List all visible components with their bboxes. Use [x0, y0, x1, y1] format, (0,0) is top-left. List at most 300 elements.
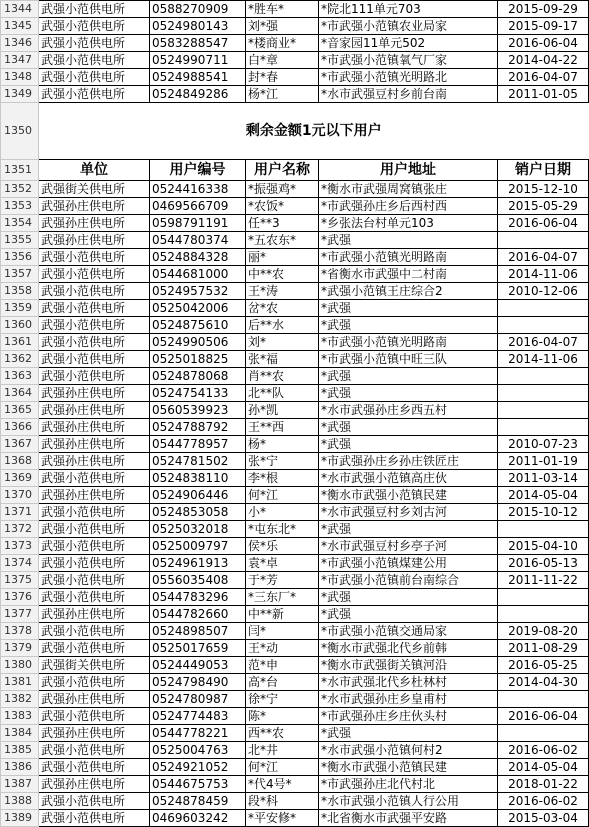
cell-user-name[interactable]: 张*福: [246, 351, 319, 368]
cell-user-id[interactable]: 0524780987: [150, 691, 246, 708]
cell-unit[interactable]: 武强小范供电所: [39, 1, 150, 18]
cell-close-date[interactable]: [498, 402, 589, 419]
cell-user-address[interactable]: *武强: [319, 606, 498, 623]
cell-user-address[interactable]: *衡水市武强街关镇河沿: [319, 657, 498, 674]
header-id[interactable]: 用户编号: [150, 160, 246, 181]
cell-unit[interactable]: 武强小范供电所: [39, 572, 150, 589]
cell-close-date[interactable]: 2014-04-30: [498, 674, 589, 691]
cell-unit[interactable]: 武强小范供电所: [39, 708, 150, 725]
cell-close-date[interactable]: [498, 317, 589, 334]
header-address[interactable]: 用户地址: [319, 160, 498, 181]
cell-user-id[interactable]: 0524980143: [150, 18, 246, 35]
cell-user-name[interactable]: 于*芳: [246, 572, 319, 589]
cell-unit[interactable]: 武强小范供电所: [39, 589, 150, 606]
cell-user-id[interactable]: 0556035408: [150, 572, 246, 589]
row-number[interactable]: 1346: [1, 35, 39, 52]
cell-user-name[interactable]: *三东厂*: [246, 589, 319, 606]
row-number[interactable]: 1379: [1, 640, 39, 657]
cell-user-name[interactable]: 高*台: [246, 674, 319, 691]
row-number[interactable]: 1387: [1, 776, 39, 793]
row-number[interactable]: 1382: [1, 691, 39, 708]
cell-close-date[interactable]: [498, 368, 589, 385]
cell-close-date[interactable]: [498, 691, 589, 708]
cell-user-id[interactable]: 0524849286: [150, 86, 246, 103]
cell-close-date[interactable]: 2016-06-04: [498, 215, 589, 232]
cell-unit[interactable]: 武强小范供电所: [39, 793, 150, 810]
cell-user-name[interactable]: 袁*卓: [246, 555, 319, 572]
row-number[interactable]: 1366: [1, 419, 39, 436]
cell-close-date[interactable]: 2014-11-06: [498, 266, 589, 283]
row-number[interactable]: 1367: [1, 436, 39, 453]
row-number[interactable]: 1378: [1, 623, 39, 640]
cell-user-name[interactable]: 段*科: [246, 793, 319, 810]
cell-unit[interactable]: 武强小范供电所: [39, 317, 150, 334]
cell-unit[interactable]: 武强小范供电所: [39, 640, 150, 657]
table-row: [1, 725, 589, 742]
cell-unit[interactable]: 武强街关供电所: [39, 181, 150, 198]
cell-unit[interactable]: 武强孙庄供电所: [39, 215, 150, 232]
row-number[interactable]: 1384: [1, 725, 39, 742]
header-date[interactable]: 销户日期: [498, 160, 589, 181]
cell-user-name[interactable]: *屯东北*: [246, 521, 319, 538]
row-number[interactable]: 1385: [1, 742, 39, 759]
cell-user-address[interactable]: *市武强小范镇中旺三队: [319, 351, 498, 368]
cell-user-id[interactable]: 0524921052: [150, 759, 246, 776]
cell-unit[interactable]: 武强小范供电所: [39, 470, 150, 487]
table-row: [1, 215, 589, 232]
table-row: [1, 334, 589, 351]
cell-user-address[interactable]: *市武强孙庄乡孙庄铁匠庄: [319, 453, 498, 470]
row-number[interactable]: 1373: [1, 538, 39, 555]
cell-user-id[interactable]: 0524838110: [150, 470, 246, 487]
cell-user-address[interactable]: *市武强孙庄北代村北: [319, 776, 498, 793]
cell-unit[interactable]: 武强小范供电所: [39, 351, 150, 368]
table-row: [1, 521, 589, 538]
cell-user-address[interactable]: *省衡水市武强中二村南: [319, 266, 498, 283]
row-number[interactable]: 1361: [1, 334, 39, 351]
cell-close-date[interactable]: 2011-03-14: [498, 470, 589, 487]
cell-close-date[interactable]: [498, 300, 589, 317]
cell-user-address[interactable]: *水市武强北代乡杜林村: [319, 674, 498, 691]
row-number[interactable]: 1365: [1, 402, 39, 419]
row-number[interactable]: 1381: [1, 674, 39, 691]
cell-close-date[interactable]: [498, 606, 589, 623]
cell-close-date[interactable]: 2010-07-23: [498, 436, 589, 453]
table-row: [1, 198, 589, 215]
table-row: [1, 504, 589, 521]
cell-close-date[interactable]: 2016-06-02: [498, 742, 589, 759]
cell-close-date[interactable]: 2015-04-10: [498, 538, 589, 555]
cell-close-date[interactable]: 2011-01-19: [498, 453, 589, 470]
cell-user-id[interactable]: 0544778957: [150, 436, 246, 453]
cell-close-date[interactable]: 2016-04-07: [498, 334, 589, 351]
cell-unit[interactable]: 武强小范供电所: [39, 283, 150, 300]
cell-user-name[interactable]: 何*江: [246, 487, 319, 504]
cell-user-address[interactable]: *水市武强小范镇何村2: [319, 742, 498, 759]
cell-close-date[interactable]: 2015-03-04: [498, 810, 589, 827]
cell-user-id[interactable]: 0469603242: [150, 810, 246, 827]
cell-user-id[interactable]: 0524898507: [150, 623, 246, 640]
cell-unit[interactable]: 武强孙庄供电所: [39, 606, 150, 623]
cell-user-address[interactable]: *水市武强豆村乡刘古河: [319, 504, 498, 521]
section-title[interactable]: 剩余金额1元以下用户: [39, 103, 589, 160]
cell-user-id[interactable]: 0588270909: [150, 1, 246, 18]
cell-user-id[interactable]: 0524884328: [150, 249, 246, 266]
cell-unit[interactable]: 武强孙庄供电所: [39, 402, 150, 419]
cell-user-id[interactable]: 0544675753: [150, 776, 246, 793]
cell-user-id[interactable]: 0560539923: [150, 402, 246, 419]
cell-user-id[interactable]: 0525018825: [150, 351, 246, 368]
cell-user-address[interactable]: *衡水市武强北代乡前韩: [319, 640, 498, 657]
row-number[interactable]: 1349: [1, 86, 39, 103]
cell-user-address[interactable]: *武强: [319, 385, 498, 402]
cell-user-name[interactable]: 封*春: [246, 69, 319, 86]
cell-unit[interactable]: 武强小范供电所: [39, 35, 150, 52]
cell-user-id[interactable]: 0524875610: [150, 317, 246, 334]
cell-user-id[interactable]: 0524961913: [150, 555, 246, 572]
cell-user-name[interactable]: 肖**农: [246, 368, 319, 385]
cell-user-address[interactable]: *武强: [319, 436, 498, 453]
cell-unit[interactable]: 武强小范供电所: [39, 674, 150, 691]
cell-user-name[interactable]: 丽*: [246, 249, 319, 266]
cell-user-address[interactable]: *武强: [319, 589, 498, 606]
row-number[interactable]: 1351: [1, 160, 39, 181]
cell-close-date[interactable]: 2019-08-20: [498, 623, 589, 640]
cell-user-address[interactable]: *水市武强孙庄乡皇甫村: [319, 691, 498, 708]
cell-user-address[interactable]: *武强: [319, 300, 498, 317]
cell-user-name[interactable]: 徐*宁: [246, 691, 319, 708]
cell-user-address[interactable]: *市武强小范镇光明路南: [319, 334, 498, 351]
cell-user-address[interactable]: *市武强小范镇煤建公用: [319, 555, 498, 572]
table-row: [1, 368, 589, 385]
cell-user-id[interactable]: 0544780374: [150, 232, 246, 249]
cell-user-name[interactable]: *农饭*: [246, 198, 319, 215]
table-row: [1, 470, 589, 487]
cell-close-date[interactable]: [498, 419, 589, 436]
cell-unit[interactable]: 武强小范供电所: [39, 759, 150, 776]
table-row: [1, 759, 589, 776]
cell-user-name[interactable]: 王**西: [246, 419, 319, 436]
top-rows: [1, 1, 589, 103]
cell-close-date[interactable]: 2016-06-02: [498, 793, 589, 810]
cell-user-name[interactable]: 侯*乐: [246, 538, 319, 555]
cell-close-date[interactable]: 2014-11-06: [498, 351, 589, 368]
cell-user-name[interactable]: 北*井: [246, 742, 319, 759]
cell-user-address[interactable]: *市武强小范镇光明路南: [319, 249, 498, 266]
cell-user-id[interactable]: 0469566709: [150, 198, 246, 215]
table-row: [1, 351, 589, 368]
table-row: [1, 691, 589, 708]
cell-unit[interactable]: 武强小范供电所: [39, 538, 150, 555]
row-number[interactable]: 1356: [1, 249, 39, 266]
cell-unit[interactable]: 武强小范供电所: [39, 86, 150, 103]
row-number[interactable]: 1363: [1, 368, 39, 385]
table-row: [1, 18, 589, 35]
header-unit[interactable]: 单位: [39, 160, 150, 181]
cell-user-id[interactable]: 0544778221: [150, 725, 246, 742]
row-number[interactable]: 1353: [1, 198, 39, 215]
row-number[interactable]: 1375: [1, 572, 39, 589]
cell-unit[interactable]: 武强小范供电所: [39, 810, 150, 827]
cell-user-id[interactable]: 0524416338: [150, 181, 246, 198]
cell-close-date[interactable]: 2016-06-04: [498, 35, 589, 52]
cell-close-date[interactable]: 2014-04-22: [498, 52, 589, 69]
cell-unit[interactable]: 武强孙庄供电所: [39, 725, 150, 742]
cell-close-date[interactable]: 2018-01-22: [498, 776, 589, 793]
cell-user-name[interactable]: 小*: [246, 504, 319, 521]
cell-user-address[interactable]: *乡张法台村单元103: [319, 215, 498, 232]
cell-user-name[interactable]: *代4号*: [246, 776, 319, 793]
cell-user-name[interactable]: 张*宁: [246, 453, 319, 470]
cell-close-date[interactable]: 2011-11-22: [498, 572, 589, 589]
cell-close-date[interactable]: [498, 232, 589, 249]
row-number[interactable]: 1370: [1, 487, 39, 504]
cell-user-name[interactable]: 刘*: [246, 334, 319, 351]
cell-user-id[interactable]: 0525004763: [150, 742, 246, 759]
cell-close-date[interactable]: 2016-05-25: [498, 657, 589, 674]
row-number[interactable]: 1389: [1, 810, 39, 827]
cell-user-id[interactable]: 0524878068: [150, 368, 246, 385]
cell-close-date[interactable]: 2015-09-17: [498, 18, 589, 35]
row-number[interactable]: 1369: [1, 470, 39, 487]
table-row: [1, 317, 589, 334]
table-row: [1, 674, 589, 691]
row-number[interactable]: 1380: [1, 657, 39, 674]
row-number[interactable]: 1357: [1, 266, 39, 283]
cell-unit[interactable]: 武强孙庄供电所: [39, 691, 150, 708]
cell-user-address[interactable]: *武强: [319, 368, 498, 385]
cell-user-id[interactable]: 0524906446: [150, 487, 246, 504]
cell-user-id[interactable]: 0524990506: [150, 334, 246, 351]
cell-user-address[interactable]: *市武强小范镇光明路北: [319, 69, 498, 86]
cell-user-address[interactable]: *衡水市武强小范镇民建: [319, 759, 498, 776]
cell-user-id[interactable]: 0525042006: [150, 300, 246, 317]
cell-unit[interactable]: 武强街关供电所: [39, 657, 150, 674]
row-number[interactable]: 1348: [1, 69, 39, 86]
cell-user-address[interactable]: *市武强小范镇交通局家: [319, 623, 498, 640]
row-number[interactable]: 1377: [1, 606, 39, 623]
row-number[interactable]: 1388: [1, 793, 39, 810]
cell-user-id[interactable]: 0524957532: [150, 283, 246, 300]
cell-user-id[interactable]: 0544783296: [150, 589, 246, 606]
cell-user-name[interactable]: 杨*: [246, 436, 319, 453]
cell-close-date[interactable]: 2010-12-06: [498, 283, 589, 300]
cell-user-id[interactable]: 0544681000: [150, 266, 246, 283]
cell-user-name[interactable]: 刘*强: [246, 18, 319, 35]
cell-user-id[interactable]: 0525017659: [150, 640, 246, 657]
row-number[interactable]: 1359: [1, 300, 39, 317]
cell-close-date[interactable]: 2015-05-29: [498, 198, 589, 215]
cell-user-id[interactable]: 0598791191: [150, 215, 246, 232]
cell-close-date[interactable]: 2011-08-29: [498, 640, 589, 657]
row-number[interactable]: 1344: [1, 1, 39, 18]
row-number[interactable]: 1364: [1, 385, 39, 402]
table-row: [1, 385, 589, 402]
cell-user-name[interactable]: *楼商业*: [246, 35, 319, 52]
cell-user-id[interactable]: 0524788792: [150, 419, 246, 436]
row-number[interactable]: 1362: [1, 351, 39, 368]
section-title-row: [1, 103, 589, 160]
cell-user-name[interactable]: 孙*凯: [246, 402, 319, 419]
cell-close-date[interactable]: 2016-04-07: [498, 69, 589, 86]
cell-unit[interactable]: 武强小范供电所: [39, 266, 150, 283]
table-row: [1, 810, 589, 827]
cell-user-id[interactable]: 0524774483: [150, 708, 246, 725]
cell-close-date[interactable]: 2016-05-13: [498, 555, 589, 572]
cell-user-address[interactable]: *衡水市武强周窝镇张庄: [319, 181, 498, 198]
cell-close-date[interactable]: 2011-01-05: [498, 86, 589, 103]
cell-close-date[interactable]: 2015-10-12: [498, 504, 589, 521]
row-number[interactable]: 1358: [1, 283, 39, 300]
row-number[interactable]: 1347: [1, 52, 39, 69]
row-number[interactable]: 1383: [1, 708, 39, 725]
cell-user-id[interactable]: 0525009797: [150, 538, 246, 555]
cell-user-name[interactable]: 中**新: [246, 606, 319, 623]
cell-unit[interactable]: 武强孙庄供电所: [39, 487, 150, 504]
cell-user-name[interactable]: 闫*: [246, 623, 319, 640]
row-number[interactable]: 1374: [1, 555, 39, 572]
cell-user-name[interactable]: 任**3: [246, 215, 319, 232]
row-number[interactable]: 1372: [1, 521, 39, 538]
row-number[interactable]: 1368: [1, 453, 39, 470]
cell-close-date[interactable]: 2015-12-10: [498, 181, 589, 198]
row-number[interactable]: 1355: [1, 232, 39, 249]
row-number[interactable]: 1371: [1, 504, 39, 521]
cell-user-address[interactable]: *武强: [319, 232, 498, 249]
cell-close-date[interactable]: [498, 725, 589, 742]
cell-close-date[interactable]: 2016-04-07: [498, 249, 589, 266]
cell-user-id[interactable]: 0524990711: [150, 52, 246, 69]
row-number[interactable]: 1354: [1, 215, 39, 232]
data-rows: [1, 181, 589, 827]
cell-unit[interactable]: 武强孙庄供电所: [39, 385, 150, 402]
cell-user-address[interactable]: *音家园11单元502: [319, 35, 498, 52]
cell-unit[interactable]: 武强小范供电所: [39, 742, 150, 759]
cell-user-address[interactable]: *水市武强豆村乡亭子河: [319, 538, 498, 555]
cell-user-name[interactable]: 何*江: [246, 759, 319, 776]
cell-user-name[interactable]: 李*根: [246, 470, 319, 487]
row-number[interactable]: 1376: [1, 589, 39, 606]
cell-user-address[interactable]: *武强小范镇王庄综合2: [319, 283, 498, 300]
cell-user-address[interactable]: *武强: [319, 521, 498, 538]
cell-user-id[interactable]: 0525032018: [150, 521, 246, 538]
cell-unit[interactable]: 武强小范供电所: [39, 504, 150, 521]
cell-user-name[interactable]: *振强鸡*: [246, 181, 319, 198]
cell-user-name[interactable]: 王*动: [246, 640, 319, 657]
cell-user-name[interactable]: 范*申: [246, 657, 319, 674]
cell-user-id[interactable]: 0524449053: [150, 657, 246, 674]
table-row: [1, 232, 589, 249]
cell-close-date[interactable]: 2014-05-04: [498, 487, 589, 504]
cell-user-name[interactable]: *平安修*: [246, 810, 319, 827]
cell-user-name[interactable]: 中**农: [246, 266, 319, 283]
cell-unit[interactable]: 武强孙庄供电所: [39, 232, 150, 249]
cell-user-name[interactable]: 西**农: [246, 725, 319, 742]
cell-user-name[interactable]: *胜车*: [246, 1, 319, 18]
cell-user-id[interactable]: 0524754133: [150, 385, 246, 402]
cell-user-name[interactable]: 白*章: [246, 52, 319, 69]
cell-unit[interactable]: 武强孙庄供电所: [39, 419, 150, 436]
cell-close-date[interactable]: 2014-05-04: [498, 759, 589, 776]
cell-unit[interactable]: 武强小范供电所: [39, 18, 150, 35]
cell-user-name[interactable]: *五农东*: [246, 232, 319, 249]
cell-user-name[interactable]: 陈*: [246, 708, 319, 725]
table-row: [1, 742, 589, 759]
cell-user-id[interactable]: 0524781502: [150, 453, 246, 470]
table-row: [1, 538, 589, 555]
cell-user-address[interactable]: *市武强孙庄乡庄伙头村: [319, 708, 498, 725]
row-number[interactable]: 1360: [1, 317, 39, 334]
cell-user-name[interactable]: 后**水: [246, 317, 319, 334]
cell-user-address[interactable]: *市武强小范镇前台南综合: [319, 572, 498, 589]
cell-user-address[interactable]: *水市武强小范镇高庄伙: [319, 470, 498, 487]
cell-user-id[interactable]: 0583288547: [150, 35, 246, 52]
cell-user-id[interactable]: 0524853058: [150, 504, 246, 521]
cell-user-address[interactable]: *武强: [319, 317, 498, 334]
cell-user-name[interactable]: 王*涛: [246, 283, 319, 300]
table-row: [1, 300, 589, 317]
cell-user-id[interactable]: 0524798490: [150, 674, 246, 691]
cell-close-date[interactable]: 2015-09-29: [498, 1, 589, 18]
table-row: [1, 657, 589, 674]
cell-unit[interactable]: 武强小范供电所: [39, 52, 150, 69]
cell-close-date[interactable]: [498, 521, 589, 538]
cell-close-date[interactable]: [498, 385, 589, 402]
table-row: [1, 606, 589, 623]
row-number[interactable]: 1352: [1, 181, 39, 198]
table-row: [1, 436, 589, 453]
row-number[interactable]: 1386: [1, 759, 39, 776]
cell-user-address[interactable]: *水市武强小范镇人行公用: [319, 793, 498, 810]
cell-unit[interactable]: 武强小范供电所: [39, 69, 150, 86]
cell-user-address[interactable]: *衡水市武强小范镇民建: [319, 487, 498, 504]
cell-user-name[interactable]: 杨*江: [246, 86, 319, 103]
cell-user-address[interactable]: *水市武强豆村乡前台南: [319, 86, 498, 103]
header-name[interactable]: 用户名称: [246, 160, 319, 181]
cell-user-address[interactable]: *北省衡水市武强平安路: [319, 810, 498, 827]
cell-unit[interactable]: 武强小范供电所: [39, 334, 150, 351]
cell-user-id[interactable]: 0544782660: [150, 606, 246, 623]
cell-user-address[interactable]: *市武强孙庄乡后西村西: [319, 198, 498, 215]
cell-user-name[interactable]: 北**队: [246, 385, 319, 402]
cell-user-id[interactable]: 0524878459: [150, 793, 246, 810]
cell-user-address[interactable]: *院北111单元703: [319, 1, 498, 18]
cell-user-name[interactable]: 岔*农: [246, 300, 319, 317]
cell-user-address[interactable]: *武强: [319, 725, 498, 742]
cell-unit[interactable]: 武强小范供电所: [39, 249, 150, 266]
cell-unit[interactable]: 武强孙庄供电所: [39, 436, 150, 453]
row-number[interactable]: 1345: [1, 18, 39, 35]
cell-user-address[interactable]: *水市武强孙庄乡西五村: [319, 402, 498, 419]
cell-user-address[interactable]: *市武强小范镇农业局家: [319, 18, 498, 35]
cell-user-address[interactable]: *市武强小范镇氧气厂家: [319, 52, 498, 69]
row-number[interactable]: 1350: [1, 103, 39, 160]
cell-unit[interactable]: 武强小范供电所: [39, 555, 150, 572]
cell-user-id[interactable]: 0524988541: [150, 69, 246, 86]
cell-unit[interactable]: 武强小范供电所: [39, 300, 150, 317]
cell-unit[interactable]: 武强孙庄供电所: [39, 198, 150, 215]
cell-unit[interactable]: 武强小范供电所: [39, 368, 150, 385]
cell-unit[interactable]: 武强孙庄供电所: [39, 776, 150, 793]
cell-close-date[interactable]: 2016-06-04: [498, 708, 589, 725]
cell-user-address[interactable]: *武强: [319, 419, 498, 436]
cell-close-date[interactable]: [498, 589, 589, 606]
table-row: [1, 249, 589, 266]
cell-unit[interactable]: 武强小范供电所: [39, 521, 150, 538]
table-row: [1, 181, 589, 198]
cell-unit[interactable]: 武强孙庄供电所: [39, 453, 150, 470]
cell-unit[interactable]: 武强小范供电所: [39, 623, 150, 640]
